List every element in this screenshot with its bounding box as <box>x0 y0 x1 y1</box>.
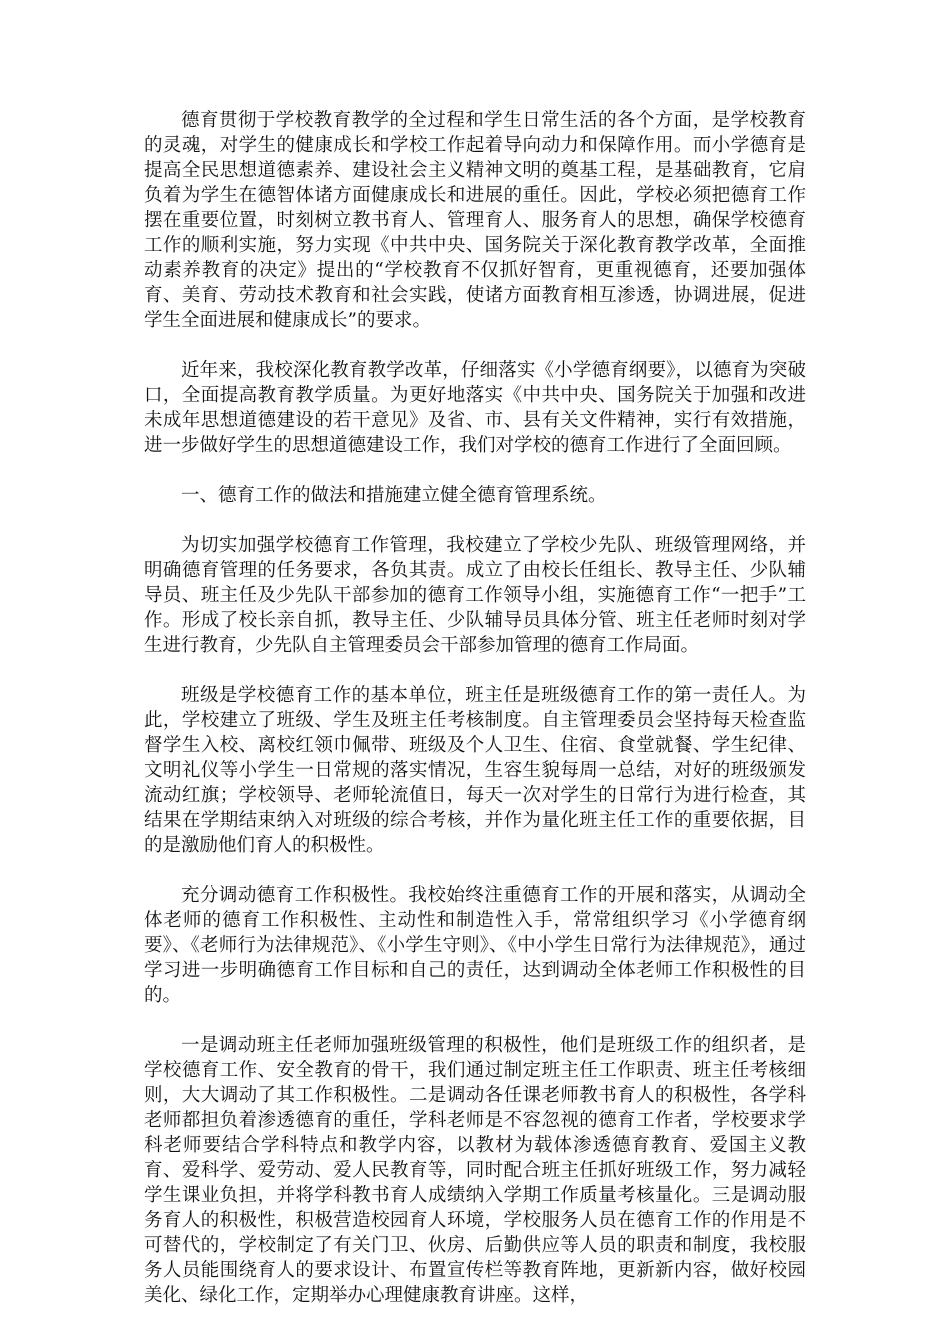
document-page <box>144 108 806 1333</box>
paragraph-recent-years: 近年来，我校深化教育教学改革，仔细落实《小学德育纲要》，以德育为突破口，全面提高教育教学质量。为更好地落实《中共中央、国务院关于加强和改进未成年思想道德建设的若干意见》及省、市、县有关文件精神，实行有效措施，进一步做好学生的思想道德建设工作，我们对学校的德育工作进行了全面回顾。 <box>144 360 806 456</box>
paragraph-motivation: 充分调动德育工作积极性。我校始终注重德育工作的开展和落实，从调动全体老师的德育工作积极性、主动性和制造性入手，常常组织学习《小学德育纲要》、《老师行为法律规范》、《小学生守则》、《中小学生日常行为法律规范》，通过学习进一步明确德育工作目标和自己的责任，达到调动全体老师工作积极性的目的。 <box>144 885 806 1006</box>
paragraph-class-unit: 班级是学校德育工作的基本单位，班主任是班级德育工作的第一责任人。为此，学校建立了班级、学生及班主任考核制度。自主管理委员会坚持每天检查监督学生入校、离校红领巾佩带、班级及个人卫生、住宿、食堂就餐、学生纪律、文明礼仪等小学生一日常规的落实情况，生容生貌每周一总结，对好的班级颁发流动红旗；学校领导、老师轮流值日，每天一次对学生的日常行为进行检查，其结果在学期结束纳入对班级的综合考核，并作为量化班主任工作的重要依据，目的是激励他们育人的积极性。 <box>144 685 806 856</box>
paragraph-three-measures: 一是调动班主任老师加强班级管理的积极性，他们是班级工作的组织者，是学校德育工作、安全教育的骨干，我们通过制定班主任工作职责、班主任考核细则，大大调动了其工作积极性。二是调动各任课老师教书育人的积极性，各学科老师都担负着渗透德育的重任，学科老师是不容忽视的德育工作者，学校要求学科老师要结合学科特点和教学内容，以教材为载体渗透德育教育、爱国主义教育、爱科学、爱劳动、爱人民教育等，同时配合班主任抓好班级工作，努力减轻学生课业负担，并将学科教书育人成绩纳入学期工作质量考核量化。三是调动服务育人的积极性，积极营造校园育人环境，学校服务人员在德育工作的作用是不可替代的，学校制定了有关门卫、伙房、后勤供应等人员的职责和制度，我校服务人员能围绕育人的要求设计、布置宣传栏等教育阵地，更新新内容，做好校园美化、绿化工作，定期举办心理健康教育讲座。这样， <box>144 1035 806 1306</box>
paragraph-moral-education-intro: 德育贯彻于学校教育教学的全过程和学生日常生活的各个方面，是学校教育的灵魂，对学生的健康成长和学校工作起着导向动力和保障作用。而小学德育是提高全民思想道德素养、建设社会主义精神文明的奠基工程，是基础教育，它肩负着为学生在德智体诸方面健康成长和进展的重任。因此，学校必须把德育工作摆在重要位置，时刻树立教书育人、管理育人、服务育人的思想，确保学校德育工作的顺利实施，努力实现《中共中央、国务院关于深化教育教学改革，全面推动素养教育的决定》提出的“学校教育不仅抓好智育，更重视德育，还要加强体育、美育、劳动技术教育和社会实践，使诸方面教育相互渗透，协调进展，促进学生全面进展和健康成长”的要求。 <box>144 110 806 331</box>
section-heading: 一、德育工作的做法和措施建立健全德育管理系统。 <box>181 485 607 506</box>
paragraph-management-network: 为切实加强学校德育工作管理，我校建立了学校少先队、班级管理网络，并明确德育管理的任务要求，各负其责。成立了由校长任组长、教导主任、少队辅导员、班主任及少先队干部参加的德育工作领导小组，实施德育工作“一把手”工作。形成了校长亲自抓，教导主任、少队辅导员具体分管、班主任老师时刻对学生进行教育，少先队自主管理委员会干部参加管理的德育工作局面。 <box>144 535 806 656</box>
